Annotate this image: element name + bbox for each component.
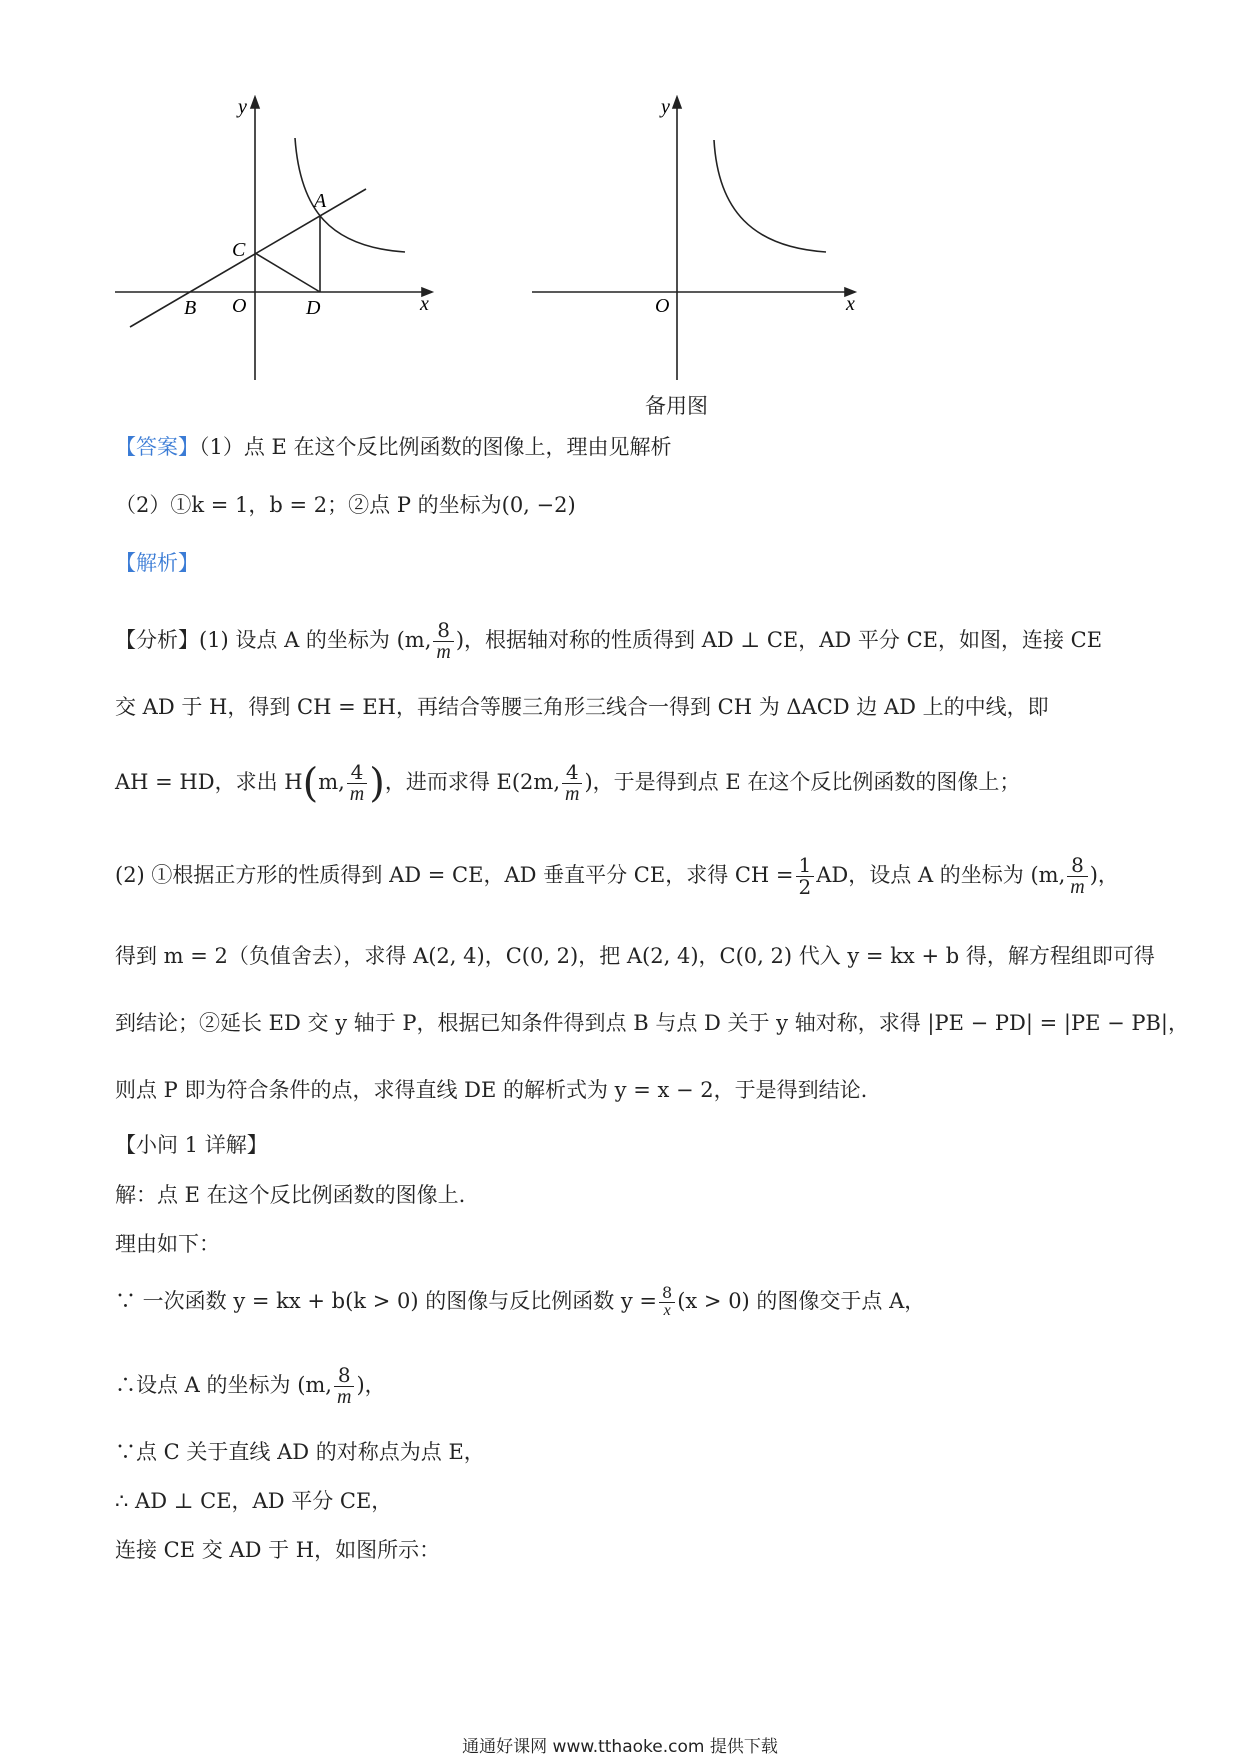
analysis-l4-a: (2) ①根据正方形的性质得到 AD = CE，AD 垂直平分 CE，求得 CH =	[115, 863, 794, 887]
hyperbola-curve	[714, 140, 826, 252]
detail-line-6: ∴ AD ⊥ CE，AD 平分 CE，	[115, 1489, 393, 1513]
y-axis-arrow	[251, 97, 259, 108]
answer-line-2: （2）①k = 1，b = 2；②点 P 的坐标为(0, −2)	[115, 493, 576, 517]
fraction-8-over-m	[433, 620, 453, 663]
figure-2-graph	[525, 95, 870, 385]
numerator: 1	[796, 855, 815, 877]
figure-caption: 备用图	[645, 394, 708, 418]
analysis-l4-c: )，	[1089, 863, 1119, 887]
analysis-l4-b: AD，设点 A 的坐标为 (m,	[816, 863, 1066, 887]
analysis-line-2: 交 AD 于 H，得到 CH = EH，再结合等腰三角形三线合一得到 CH 为 ΔACD 边 AD 上的中线，即	[115, 695, 1049, 719]
label-o: O	[655, 295, 670, 317]
numerator: 4	[562, 762, 582, 784]
numerator: 8	[334, 1365, 354, 1387]
y-axis-arrow	[673, 97, 681, 108]
analysis-l1-b: )，根据轴对称的性质得到 AD ⊥ CE，AD 平分 CE，如图，连接 CE	[455, 628, 1103, 652]
analysis-l3-c: )，于是得到点 E 在这个反比例函数的图像上；	[584, 770, 1021, 794]
analysis-line-3	[115, 762, 1020, 805]
denominator: m	[336, 1386, 352, 1408]
label-a: A	[314, 190, 327, 212]
detail-line-5: ∵点 C 关于直线 AD 的对称点为点 E，	[115, 1440, 485, 1464]
denominator: m	[436, 641, 451, 663]
detail-line-1: 解：点 E 在这个反比例函数的图像上.	[115, 1183, 466, 1207]
page-footer: 通通好课网 www.tthaoke.com 提供下载	[462, 1737, 778, 1757]
detail-line-4	[115, 1365, 386, 1408]
detail-line-2: 理由如下：	[115, 1232, 220, 1256]
denominator: x	[663, 1301, 671, 1319]
label-x: x	[846, 293, 855, 315]
numerator: 8	[433, 620, 453, 642]
denominator: m	[1070, 876, 1085, 898]
analysis-line-5: 得到 m = 2（负值舍去），求得 A(2, 4)，C(0, 2)，把 A(2, 4)，C(0, 2) 代入 y = kx + b 得，解方程组即可得	[115, 944, 1155, 968]
analysis-l3-m: m,	[318, 770, 345, 794]
hyperbola-curve	[295, 138, 405, 252]
label-x: x	[420, 293, 429, 315]
analysis-line-7: 则点 P 即为符合条件的点，求得直线 DE 的解析式为 y = x − 2，于是得到结论.	[115, 1078, 868, 1102]
analysis-line-1	[115, 620, 1102, 663]
fraction-1-over-2	[796, 855, 815, 898]
answer-tag: 【答案】	[115, 435, 199, 459]
detail-l3-b: (x > 0) 的图像交于点 A，	[677, 1288, 926, 1313]
label-y: y	[238, 96, 247, 118]
label-d: D	[306, 297, 321, 319]
denominator: m	[349, 783, 365, 805]
fraction-8-over-m-3	[334, 1365, 354, 1408]
numerator: 4	[347, 762, 367, 784]
denominator: 2	[798, 875, 812, 899]
analysis-line-6: 到结论；②延长 ED 交 y 轴于 P，根据已知条件得到点 B 与点 D 关于 y 轴对称，求得 |PE − PD| = |PE − PB|，	[115, 1011, 1189, 1035]
detail-l3-a: ∵ 一次函数 y = kx + b(k > 0) 的图像与反比例函数 y =	[115, 1288, 658, 1313]
detail-line-7: 连接 CE 交 AD 于 H，如图所示：	[115, 1538, 441, 1562]
right-paren: )	[369, 760, 385, 807]
fraction-8-over-m-2	[1067, 855, 1087, 898]
analysis-l3-b: ，进而求得 E(2m,	[384, 770, 560, 794]
detail-tag: 【小问 1 详解】	[115, 1133, 268, 1157]
label-c: C	[232, 239, 246, 261]
denominator: m	[565, 783, 580, 805]
detail-l4-b: )，	[356, 1373, 386, 1397]
left-paren: (	[302, 760, 319, 807]
label-o: O	[232, 295, 247, 317]
label-b: B	[184, 297, 197, 319]
answer-line-1	[115, 432, 672, 462]
fraction-4-over-m-2	[562, 762, 582, 805]
analysis-l1-a: 【分析】(1) 设点 A 的坐标为 (m,	[115, 628, 432, 652]
detail-l4-a: ∴设点 A 的坐标为 (m,	[115, 1373, 332, 1397]
analysis-l3-a: AH = HD，求出 H	[115, 770, 303, 794]
numerator: 8	[659, 1285, 675, 1303]
detail-line-3	[115, 1285, 925, 1320]
figure-1-graph	[110, 95, 450, 385]
analysis-line-4	[115, 855, 1119, 898]
analysis-tag: 【解析】	[115, 551, 199, 575]
numerator: 8	[1067, 855, 1087, 877]
label-y: y	[661, 96, 670, 118]
fraction-4-over-m	[347, 762, 367, 805]
segment-cd	[255, 253, 320, 292]
answer-text-1: （1）点 E 在这个反比例函数的图像上，理由见解析	[199, 435, 672, 459]
fraction-8-over-x	[659, 1285, 675, 1320]
line-bc-a	[130, 189, 366, 327]
